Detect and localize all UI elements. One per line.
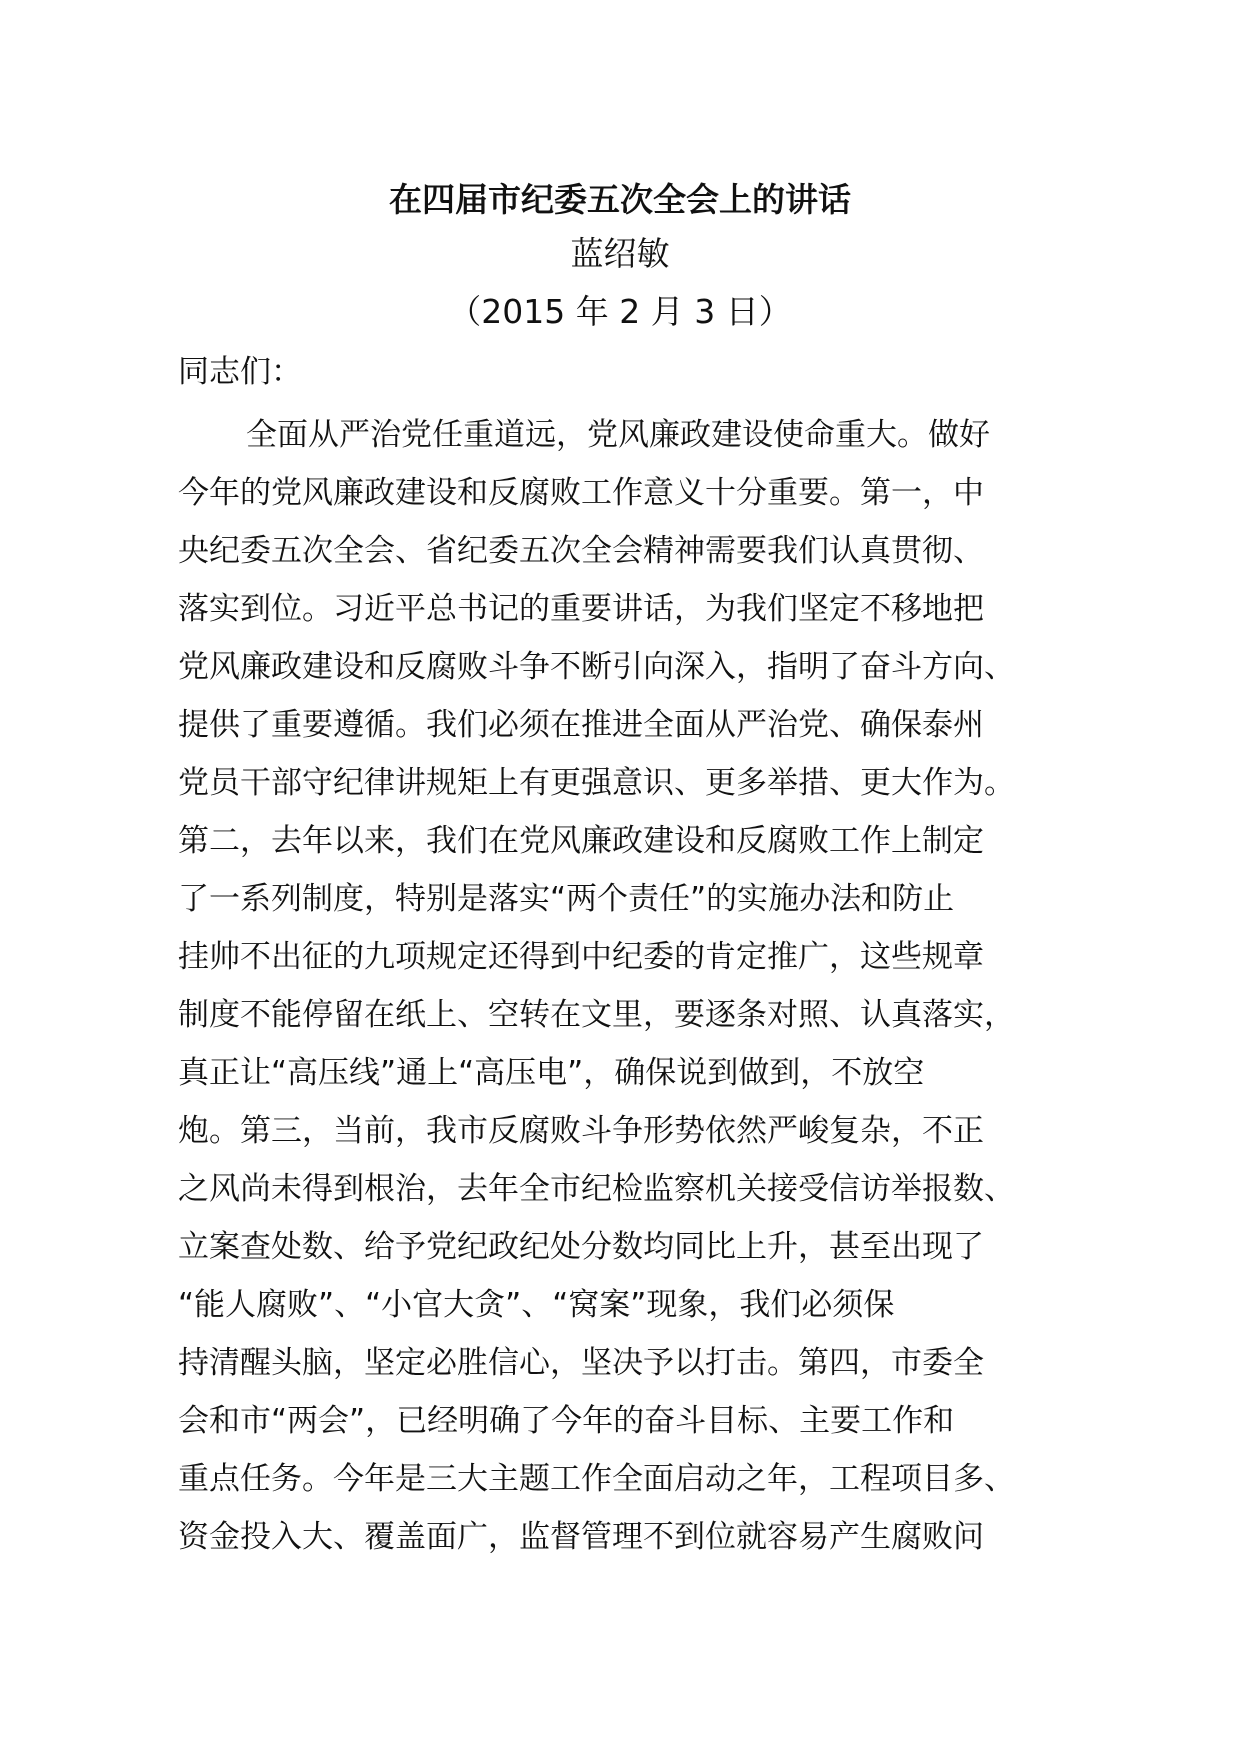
speech-body — [178, 406, 1098, 1566]
body-line: 立案查处数、给予党纪政纪处分数均同比上升，甚至出现了 — [178, 1229, 984, 1265]
document-title: 在四届市纪委五次全会上的讲话 — [389, 180, 851, 219]
body-line: 提供了重要遵循。我们必须在推进全面从严治党、确保泰州 — [178, 707, 984, 743]
body-line: 全面从严治党任重道远，党风廉政建设使命重大。做好 — [246, 417, 990, 453]
body-line: 今年的党风廉政建设和反腐败工作意义十分重要。第一，中 — [178, 475, 984, 511]
body-line: 会和市“两会”，已经明确了今年的奋斗目标、主要工作和 — [178, 1403, 955, 1439]
body-line: 真正让“高压线”通上“高压电”，确保说到做到，不放空 — [178, 1055, 925, 1091]
salutation: 同志们： — [178, 354, 302, 390]
body-line: 持清醒头脑，坚定必胜信心，坚决予以打击。第四，市委全 — [178, 1345, 984, 1381]
document-author: 蓝绍敏 — [570, 234, 670, 273]
body-line: 央纪委五次全会、省纪委五次全会精神需要我们认真贯彻、 — [178, 533, 984, 569]
body-line: 挂帅不出征的九项规定还得到中纪委的肯定推广，这些规章 — [178, 939, 984, 975]
body-line: 党风廉政建设和反腐败斗争不断引向深入，指明了奋斗方向、 — [178, 649, 1015, 685]
body-line: 炮。第三，当前，我市反腐败斗争形势依然严峻复杂，不正 — [178, 1113, 984, 1149]
body-line: 之风尚未得到根治，去年全市纪检监察机关接受信访举报数、 — [178, 1171, 1015, 1207]
body-line: 第二，去年以来，我们在党风廉政建设和反腐败工作上制定 — [178, 823, 984, 859]
body-line: 党员干部守纪律讲规矩上有更强意识、更多举措、更大作为。 — [178, 765, 1015, 801]
body-line: 重点任务。今年是三大主题工作全面启动之年，工程项目多、 — [178, 1461, 1015, 1497]
body-line: 落实到位。习近平总书记的重要讲话，为我们坚定不移地把 — [178, 591, 984, 627]
body-line: 资金投入大、覆盖面广，监督管理不到位就容易产生腐败问 — [178, 1519, 984, 1555]
document-date: （2015 年 2 月 3 日） — [448, 292, 792, 331]
body-line: 制度不能停留在纸上、空转在文里，要逐条对照、认真落实， — [178, 997, 1015, 1033]
body-line: 了一系列制度，特别是落实“两个责任”的实施办法和防止 — [178, 881, 955, 917]
body-line: “能人腐败”、“小官大贪”、“窝案”现象，我们必须保 — [178, 1287, 895, 1323]
